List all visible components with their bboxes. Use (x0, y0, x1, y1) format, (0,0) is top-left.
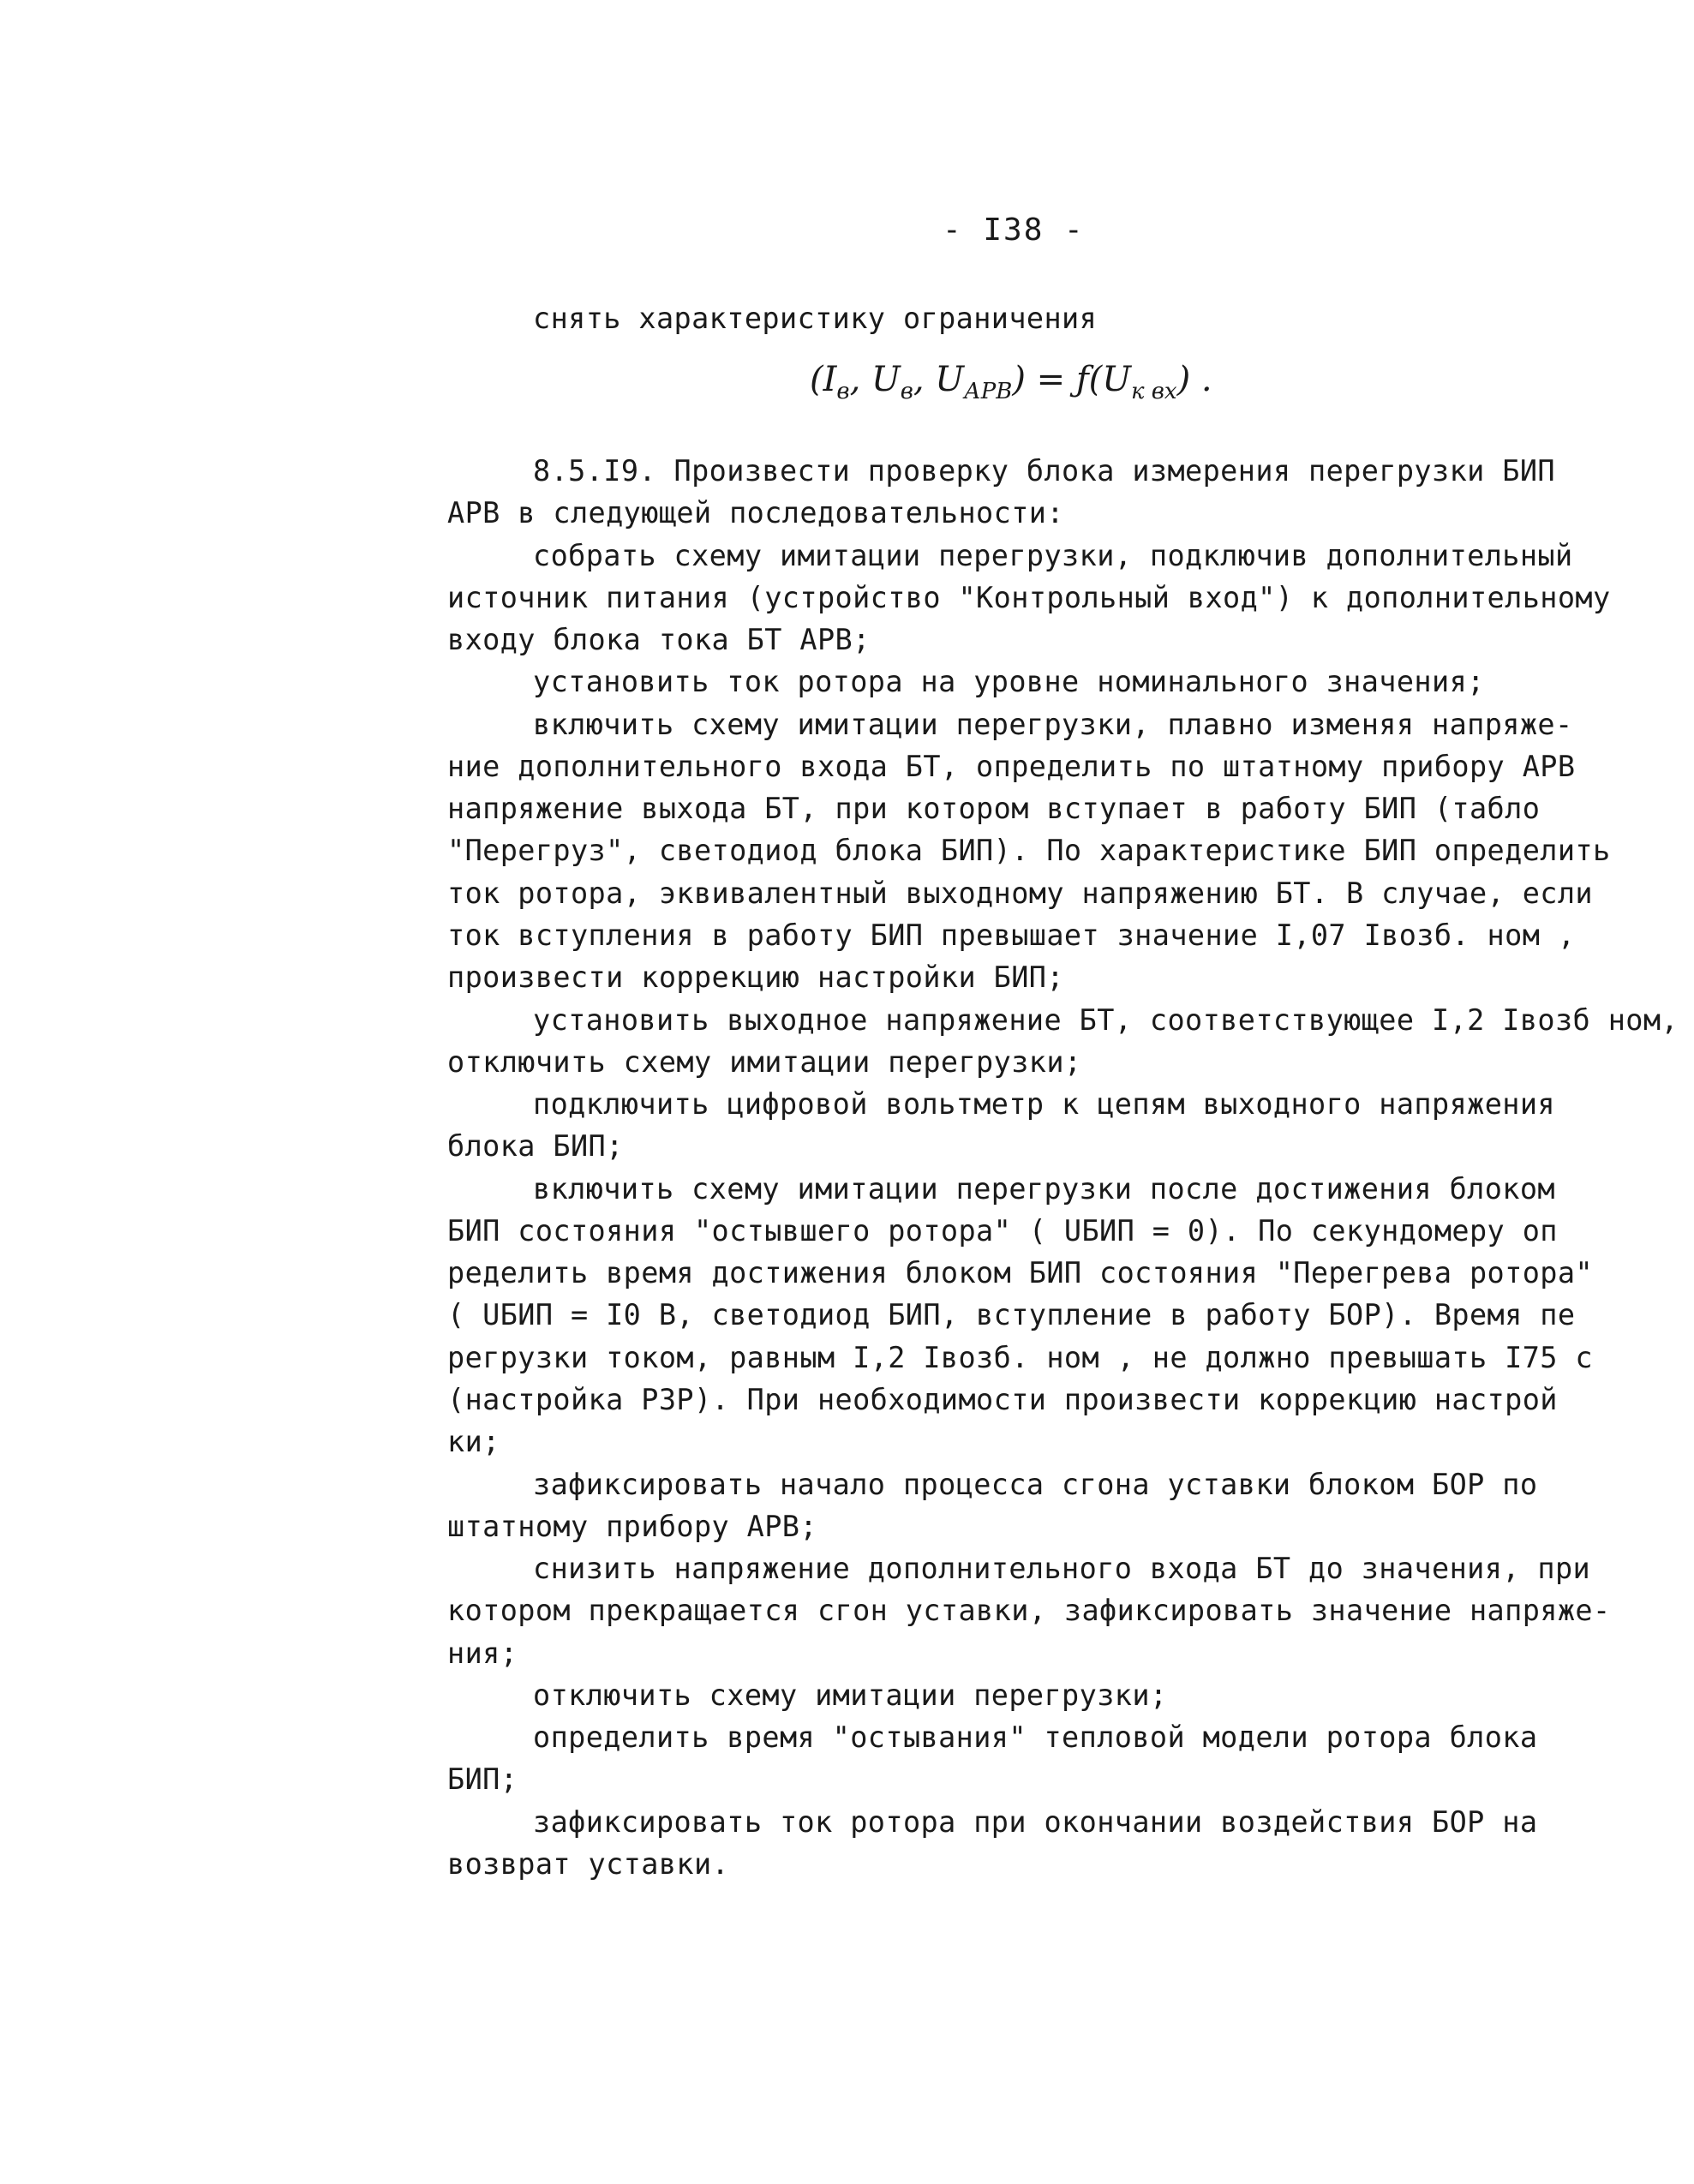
text-line: установить ток ротора на уровне номинального значения; (533, 665, 1485, 698)
text-line: БИП состояния "остывшего ротора" ( UБИП = 0). По секундомеру оп (447, 1214, 1558, 1248)
text-line: АРВ в следующей последовательности: (447, 496, 1064, 530)
text-line: "Перегруз", светодиод блока БИП). По характеристике БИП определить (447, 834, 1611, 867)
formula-uarv-subscript: АРВ (964, 379, 1013, 404)
text-line: подключить цифровой вольтметр к цепям выходного напряжения (533, 1087, 1555, 1121)
section-heading-line: 8.5.I9. Произвести проверку блока измерения перегрузки БИП (533, 454, 1555, 488)
text-line: ния; (447, 1637, 518, 1670)
text-line: зафиксировать начало процесса сгона уставки блоком БОР по (533, 1468, 1538, 1501)
text-line: собрать схему имитации перегрузки, подключив дополнительный (533, 539, 1573, 572)
formula-uk-symbol: U (1102, 360, 1131, 399)
text-line: отключить схему имитации перегрузки; (533, 1678, 1168, 1712)
text-line: напряжение выхода БТ, при котором вступает в работу БИП (табло (447, 792, 1541, 825)
formula: ($I_в$, $U_в$, $U_{АРВ}$) = $ƒ(U_{к вх})$ . (810, 360, 1212, 404)
text-line: регрузки током, равным I,2 Iвозб. ном , не должно превышать I75 с (447, 1341, 1593, 1374)
formula-i-symbol: I (823, 360, 837, 399)
text-line: включить схему имитации перегрузки после достижения блоком (533, 1172, 1555, 1206)
formula-u-subscript: в (900, 379, 913, 404)
text-line: ( UБИП = I0 В, светодиод БИП, вступление в работу БОР). Время пе (447, 1298, 1576, 1331)
text-line: установить выходное напряжение БТ, соответствующее I,2 Iвозб ном, (533, 1003, 1679, 1037)
formula-uarv-symbol: U (935, 360, 965, 399)
formula-uk-subscript: к вх (1131, 379, 1177, 404)
text-line: отключить схему имитации перегрузки; (447, 1045, 1082, 1079)
text-line: котором прекращается сгон уставки, зафиксировать значение напряже- (447, 1594, 1611, 1627)
text-line: возврат уставки. (447, 1847, 730, 1881)
text-line: источник питания (устройство "Контрольный вход") к дополнительному (447, 581, 1611, 614)
text-line: (настройка РЗР). При необходимости произвести коррекцию настрой (447, 1383, 1558, 1416)
text-line: штатному прибору АРВ; (447, 1510, 817, 1543)
formula-u-symbol: U (871, 360, 901, 399)
text-line: снять характеристику ограничения (533, 302, 1098, 335)
formula-equals: ) = ƒ( (1012, 360, 1103, 399)
text-line: блока БИП; (447, 1129, 624, 1163)
text-line: ние дополнительного входа БТ, определить по штатному прибору АРВ (447, 750, 1576, 783)
text-line: ток ротора, эквивалентный выходному напряжению БТ. В случае, если (447, 877, 1593, 910)
page-number: - I38 - (943, 212, 1085, 248)
text-line: определить время "остывания" тепловой модели ротора блока (533, 1720, 1538, 1754)
text-line: снизить напряжение дополнительного входа БТ до значения, при (533, 1552, 1591, 1585)
text-line: ток вступления в работу БИП превышает значение I,07 Iвозб. ном , (447, 918, 1576, 952)
text-line: ределить время достижения блоком БИП состояния "Перегрева ротора" (447, 1256, 1593, 1289)
text-line: произвести коррекцию настройки БИП; (447, 960, 1064, 994)
text-line: БИП; (447, 1762, 518, 1796)
text-line: ки; (447, 1425, 500, 1458)
text-line: включить схему имитации перегрузки, плавно изменяя напряже- (533, 708, 1573, 741)
formula-open: ( (810, 360, 823, 399)
text-line: входу блока тока БТ АРВ; (447, 623, 871, 656)
formula-end: ) . (1176, 360, 1212, 399)
formula-i-subscript: в (836, 379, 850, 404)
text-line: зафиксировать ток ротора при окончании воздействия БОР на (533, 1805, 1538, 1839)
